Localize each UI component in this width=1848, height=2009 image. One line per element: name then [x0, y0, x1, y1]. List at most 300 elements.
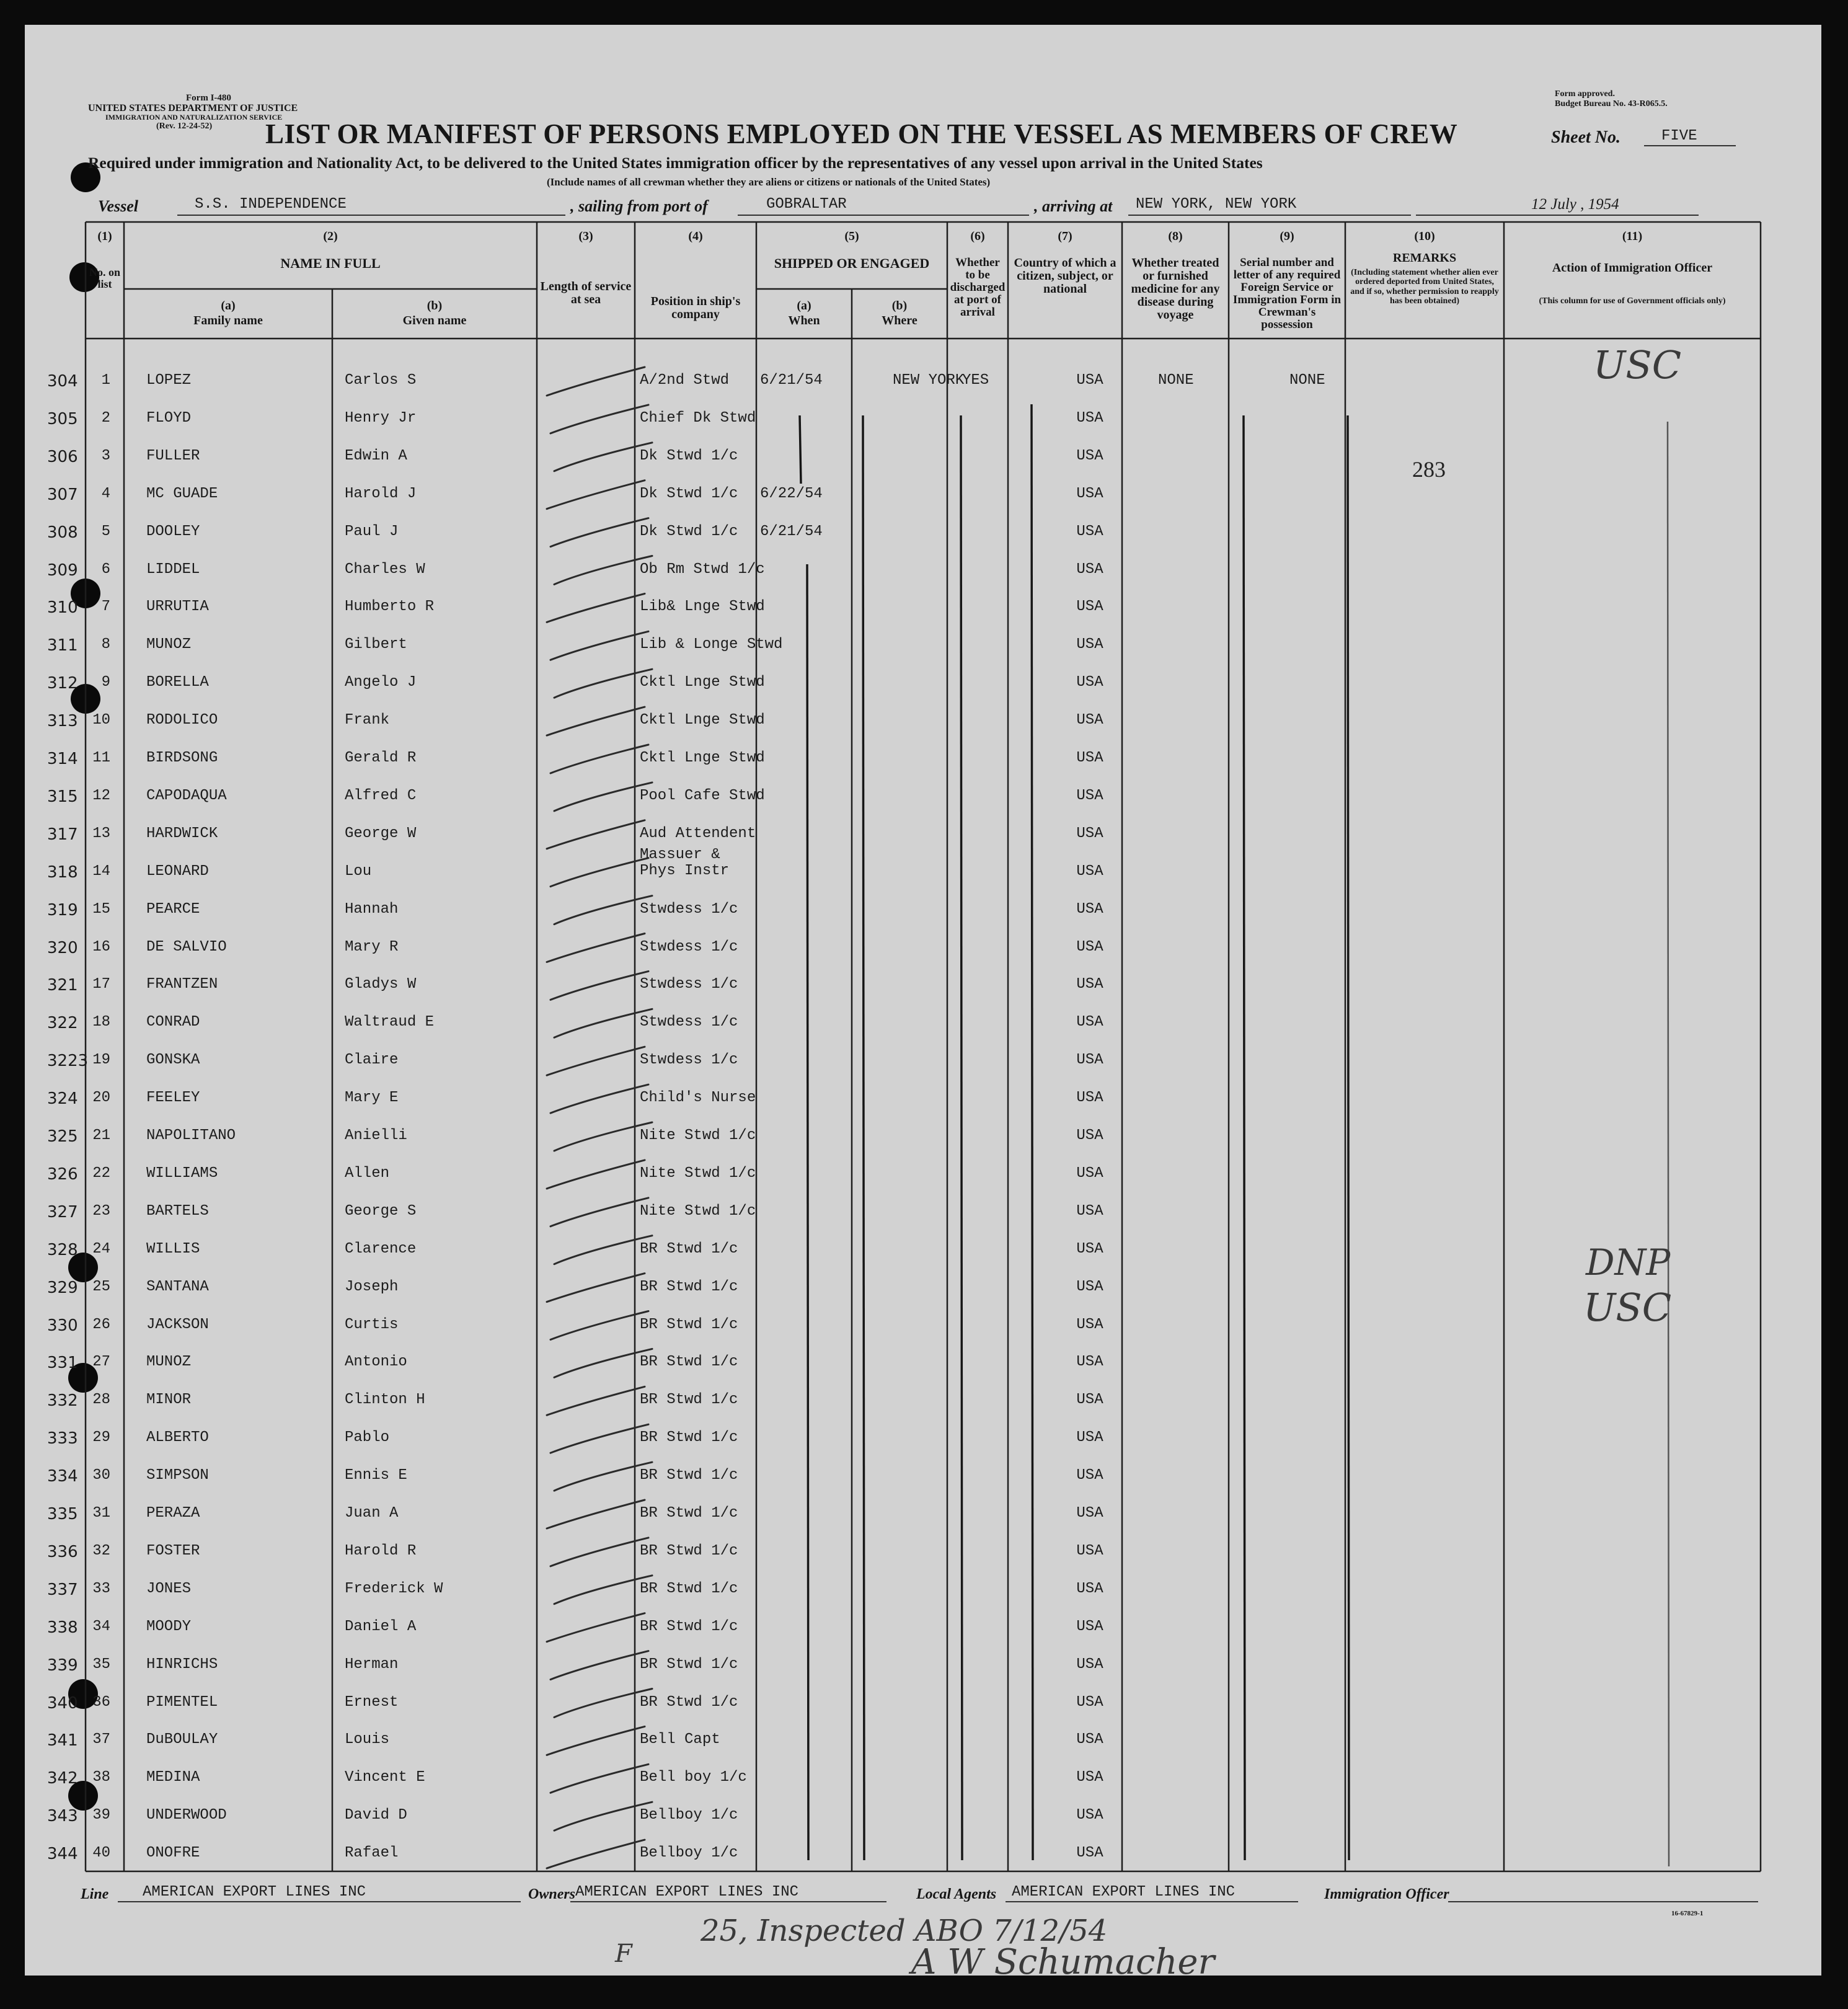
sailing-label: , sailing from port of: [570, 197, 708, 215]
row-serial: 340: [47, 1693, 78, 1713]
country: USA: [1076, 447, 1103, 464]
given-name: Allen: [345, 1164, 390, 1182]
shipped-when: 6/22/54: [760, 485, 823, 502]
column-c2-b-num: (b): [427, 299, 443, 313]
given-name: Gerald R: [345, 750, 417, 766]
row-number: 9: [101, 674, 110, 691]
given-name: George S: [345, 1202, 417, 1220]
column-c7-number: (7): [1058, 229, 1072, 243]
country: USA: [1076, 863, 1103, 880]
row-serial: 343: [47, 1807, 78, 1826]
row-serial: 304: [47, 372, 78, 391]
country: USA: [1076, 1580, 1103, 1597]
given-name: Louis: [345, 1731, 390, 1749]
position: Nite Stwd 1/c: [640, 1202, 756, 1220]
row-number: 31: [92, 1505, 110, 1522]
row-number: 10: [92, 712, 110, 729]
row-number: 36: [92, 1693, 110, 1711]
given-name: Humberto R: [345, 598, 435, 616]
action-usc-1: USC: [1593, 342, 1682, 388]
officer-label: Immigration Officer: [1324, 1886, 1449, 1902]
position: BR Stwd 1/c: [640, 1693, 738, 1711]
service-tick-mark: [554, 783, 652, 811]
family-name: HINRICHS: [146, 1656, 218, 1673]
row-number: 6: [101, 561, 110, 578]
given-name: Frederick W: [345, 1580, 443, 1597]
shipped-when: 6/21/54: [760, 372, 823, 389]
column-c9-number: (9): [1280, 229, 1294, 243]
column-c5-a-num: (a): [797, 299, 811, 313]
serial-form: NONE: [1289, 372, 1325, 389]
row-number: 17: [92, 976, 110, 993]
position: Chief Dk Stwd: [640, 409, 756, 427]
family-name: SIMPSON: [146, 1467, 209, 1484]
given-name: Curtis: [345, 1316, 399, 1333]
row-number: 23: [92, 1202, 110, 1220]
country: USA: [1076, 1164, 1103, 1182]
ditto-line: [807, 564, 808, 1860]
country: USA: [1076, 636, 1103, 654]
inspection-note: 25, Inspected ABO 7/12/54: [701, 1914, 1108, 1948]
column-c10-note: (Including statement whether alien ever ordered deported from United States, and if so, whether permission to reapply has been obtained): [1350, 268, 1499, 306]
row-serial: 315: [47, 787, 78, 806]
family-name: DOOLEY: [146, 523, 200, 540]
service-tick-mark: [547, 820, 645, 849]
position: Bell Capt: [640, 1731, 720, 1749]
country: USA: [1076, 409, 1103, 427]
column-c2-b-label: Given name: [402, 314, 467, 327]
family-name: FEELEY: [146, 1089, 200, 1107]
service-tick-mark: [547, 707, 645, 735]
column-c1-number: (1): [97, 229, 112, 243]
position: Bellboy 1/c: [640, 1807, 738, 1824]
country: USA: [1076, 523, 1103, 540]
column-c5-num: (5): [844, 229, 859, 243]
country: USA: [1076, 1014, 1103, 1031]
column-c11-number: (11): [1622, 229, 1643, 243]
family-name: CONRAD: [146, 1014, 200, 1031]
row-serial: 341: [47, 1731, 78, 1750]
position: A/2nd Stwd: [640, 372, 730, 389]
position: Pool Cafe Stwd: [640, 787, 765, 804]
form-number: Form I-480: [186, 93, 231, 103]
position: Cktl Lnge Stwd: [640, 674, 765, 691]
position: BR Stwd 1/c: [640, 1354, 738, 1371]
discharge: YES: [962, 372, 989, 389]
country: USA: [1076, 938, 1103, 956]
column-c2-a-label: Family name: [193, 314, 263, 327]
row-number: 27: [92, 1354, 110, 1371]
sailing-value: GOBRALTAR: [766, 196, 847, 213]
column-c5-a-label: When: [788, 314, 820, 327]
position: BR Stwd 1/c: [640, 1542, 738, 1559]
print-code: 16-67829-1: [1671, 1910, 1704, 1917]
family-name: MOODY: [146, 1618, 192, 1635]
row-serial: 337: [47, 1580, 78, 1599]
given-name: Edwin A: [345, 447, 407, 464]
row-number: 40: [92, 1845, 110, 1862]
position: BR Stwd 1/c: [640, 1240, 738, 1257]
service-tick-mark: [554, 669, 652, 698]
position: Stwdess 1/c: [640, 1052, 738, 1069]
ditto-line: [1244, 415, 1245, 1860]
given-name: Rafael: [345, 1845, 399, 1862]
owners-value: AMERICAN EXPORT LINES INC: [575, 1884, 799, 1900]
country: USA: [1076, 1052, 1103, 1069]
row-serial: 307: [47, 485, 78, 504]
family-name: WILLIAMS: [146, 1164, 218, 1182]
column-c11-note: (This column for use of Government officials only): [1539, 296, 1726, 306]
service-tick-mark: [550, 1311, 648, 1340]
revision: (Rev. 12-24-52): [156, 122, 213, 131]
service-tick-mark: [550, 631, 648, 660]
row-number: 33: [92, 1580, 110, 1597]
position: Stwdess 1/c: [640, 1014, 738, 1031]
service-tick-mark: [554, 1349, 652, 1377]
given-name: Charles W: [345, 561, 425, 578]
family-name: PEARCE: [146, 900, 200, 918]
row-number: 4: [101, 485, 110, 502]
row-serial: 327: [47, 1202, 78, 1222]
row-serial: 313: [47, 712, 78, 731]
service-tick-mark: [547, 367, 645, 396]
sheet-value: FIVE: [1661, 128, 1697, 144]
service-tick-mark: [547, 481, 645, 509]
family-name: WILLIS: [146, 1240, 200, 1257]
position: BR Stwd 1/c: [640, 1391, 738, 1409]
officer-signature: A W Schumacher: [911, 1942, 1215, 1976]
column-c10-number: (10): [1414, 229, 1435, 243]
position: Child's Nurse: [640, 1089, 756, 1107]
ditto-line: [1668, 422, 1669, 1866]
given-name: Harold R: [345, 1542, 417, 1559]
vessel-value: S.S. INDEPENDENCE: [195, 196, 347, 213]
position: Dk Stwd 1/c: [640, 447, 738, 464]
country: USA: [1076, 1278, 1103, 1295]
row-number: 1: [101, 372, 110, 389]
row-number: 7: [101, 598, 110, 616]
page-subtitle: Required under immigration and Nationality Act, to be delivered to the United States immigration officer by the representatives of any vessel upon arrival in the United States: [88, 154, 1263, 172]
row-number: 8: [101, 636, 110, 654]
service-tick-mark: [550, 518, 648, 547]
country: USA: [1076, 900, 1103, 918]
country: USA: [1076, 561, 1103, 578]
family-name: MEDINA: [146, 1769, 200, 1786]
row-serial: 320: [47, 938, 78, 957]
sheet-label: Sheet No.: [1551, 128, 1620, 147]
row-serial: 311: [47, 636, 78, 655]
row-serial: 314: [47, 750, 78, 768]
service-tick-mark: [550, 1424, 648, 1453]
country: USA: [1076, 1202, 1103, 1220]
country: USA: [1076, 1467, 1103, 1484]
row-number: 21: [92, 1127, 110, 1144]
arriving-label: , arriving at: [1034, 197, 1113, 215]
position: BR Stwd 1/c: [640, 1429, 738, 1447]
service-tick-mark: [547, 1047, 645, 1075]
row-number: 24: [92, 1240, 110, 1257]
column-c2-a-num: (a): [221, 299, 236, 313]
service-tick-mark: [550, 1651, 648, 1680]
row-number: 22: [92, 1164, 110, 1182]
column-c5-label: SHIPPED OR ENGAGED: [774, 255, 930, 271]
family-name: LEONARD: [146, 863, 209, 880]
page-subnote: (Include names of all crewman whether they are aliens or citizens or nationals of the United States): [547, 176, 991, 188]
given-name: Gladys W: [345, 976, 417, 993]
row-number: 28: [92, 1391, 110, 1409]
position: BR Stwd 1/c: [640, 1316, 738, 1333]
position: BR Stwd 1/c: [640, 1467, 738, 1484]
agents-label: Local Agents: [916, 1886, 997, 1902]
family-name: ONOFRE: [146, 1845, 200, 1862]
position: Lib& Lnge Stwd: [640, 598, 765, 616]
column-c4-label: Position in ship's company: [650, 295, 741, 321]
column-c1-label: No. on list: [89, 266, 120, 290]
country: USA: [1076, 1807, 1103, 1824]
service-tick-mark: [550, 1084, 648, 1113]
country: USA: [1076, 485, 1103, 502]
shipped-where: NEW YORK: [893, 372, 965, 389]
given-name: Ennis E: [345, 1467, 407, 1484]
country: USA: [1076, 1316, 1103, 1333]
given-name: Claire: [345, 1052, 399, 1069]
column-c2-num: (2): [323, 229, 338, 243]
position: Ob Rm Stwd 1/c: [640, 561, 765, 578]
row-number: 29: [92, 1429, 110, 1447]
country: USA: [1076, 1693, 1103, 1711]
row-serial: 325: [47, 1127, 78, 1146]
family-name: URRUTIA: [146, 598, 209, 616]
given-name: Alfred C: [345, 787, 417, 804]
family-name: MUNOZ: [146, 636, 192, 654]
service-tick-mark: [547, 1726, 645, 1755]
service-tick-mark: [547, 934, 645, 962]
given-name: Vincent E: [345, 1769, 425, 1786]
given-name: Clinton H: [345, 1391, 425, 1409]
row-serial: 328: [47, 1240, 78, 1259]
position: BR Stwd 1/c: [640, 1278, 738, 1295]
column-c3-label: Length of service at sea: [540, 280, 632, 306]
action-usc-2: USC: [1583, 1285, 1672, 1330]
given-name: Carlos S: [345, 372, 417, 389]
service-tick-mark: [547, 593, 645, 622]
country: USA: [1076, 674, 1103, 691]
country: USA: [1076, 1542, 1103, 1559]
row-serial: 336: [47, 1542, 78, 1561]
service-tick-mark: [554, 1122, 652, 1151]
family-name: PERAZA: [146, 1505, 200, 1522]
family-name: FOSTER: [146, 1542, 200, 1559]
row-serial: 317: [47, 825, 78, 844]
position: Aud Attendent: [640, 825, 756, 842]
row-number: 30: [92, 1467, 110, 1484]
service-tick-mark: [554, 1236, 652, 1264]
row-serial: 310: [47, 598, 78, 618]
row-serial: 321: [47, 976, 78, 995]
service-tick-mark: [547, 1160, 645, 1189]
row-serial: 322: [47, 1014, 78, 1033]
row-serial: 309: [47, 561, 78, 580]
country: USA: [1076, 372, 1103, 389]
row-serial: 338: [47, 1618, 78, 1637]
position: Dk Stwd 1/c: [640, 523, 738, 540]
family-name: RODOLICO: [146, 712, 218, 729]
country: USA: [1076, 1656, 1103, 1673]
column-c6-label: Whether to be discharged at port of arrival: [950, 256, 1006, 319]
row-number: 37: [92, 1731, 110, 1749]
service-tick-mark: [547, 1274, 645, 1302]
service-tick-mark: [547, 1386, 645, 1415]
country: USA: [1076, 1354, 1103, 1371]
given-name: Hannah: [345, 900, 399, 918]
country: USA: [1076, 825, 1103, 842]
arriving-value: NEW YORK, NEW YORK: [1136, 196, 1297, 213]
family-name: MINOR: [146, 1391, 192, 1409]
row-number: 32: [92, 1542, 110, 1559]
country: USA: [1076, 1618, 1103, 1635]
country: USA: [1076, 598, 1103, 616]
page-title: LIST OR MANIFEST OF PERSONS EMPLOYED ON THE VESSEL AS MEMBERS OF CREW: [265, 118, 1458, 149]
line-label: Line: [81, 1886, 109, 1902]
row-serial: 332: [47, 1391, 78, 1411]
row-serial: 333: [47, 1429, 78, 1448]
service-tick-mark: [554, 443, 652, 471]
family-name: DE SALVIO: [146, 938, 227, 956]
column-c9-label: Serial number and letter of any required Foreign Service or Immigration Form in Crewman's possession: [1232, 256, 1342, 331]
country: USA: [1076, 1127, 1103, 1144]
country: USA: [1076, 1505, 1103, 1522]
family-name: LIDDEL: [146, 561, 200, 578]
family-name: LOPEZ: [146, 372, 192, 389]
row-number: 35: [92, 1656, 110, 1673]
service-tick-mark: [554, 1802, 652, 1830]
family-name: FRANTZEN: [146, 976, 218, 993]
service-tick-mark: [550, 1538, 648, 1566]
position: Dk Stwd 1/c: [640, 485, 738, 502]
column-c3-number: (3): [578, 229, 593, 243]
position: Stwdess 1/c: [640, 938, 738, 956]
family-name: JONES: [146, 1580, 192, 1597]
service-tick-mark: [554, 556, 652, 585]
row-serial: 306: [47, 447, 78, 466]
country: USA: [1076, 1089, 1103, 1107]
family-name: GONSKA: [146, 1052, 200, 1069]
family-name: NAPOLITANO: [146, 1127, 236, 1144]
row-serial: 324: [47, 1089, 78, 1109]
column-c2-label: NAME IN FULL: [280, 255, 381, 271]
country: USA: [1076, 1731, 1103, 1749]
given-name: David D: [345, 1807, 407, 1824]
country: USA: [1076, 1391, 1103, 1409]
column-c8-number: (8): [1168, 229, 1183, 243]
service-tick-mark: [547, 1840, 645, 1868]
column-c4-number: (4): [688, 229, 703, 243]
column-c8-label: Whether treated or furnished medicine for any disease during voyage: [1131, 256, 1220, 322]
column-c11-label: Action of Immigration Officer: [1552, 261, 1713, 275]
service-tick-mark: [554, 1576, 652, 1604]
position: BR Stwd 1/c: [640, 1580, 738, 1597]
family-name: MC GUADE: [146, 485, 218, 502]
country: USA: [1076, 787, 1103, 804]
country: USA: [1076, 976, 1103, 993]
column-c7-label: Country of which a citizen, subject, or national: [1014, 256, 1116, 296]
family-name: UNDERWOOD: [146, 1807, 227, 1824]
given-name: George W: [345, 825, 417, 842]
family-name: BORELLA: [146, 674, 209, 691]
position: Nite Stwd 1/c: [640, 1164, 756, 1182]
row-serial: 305: [47, 409, 78, 428]
family-name: CAPODAQUA: [146, 787, 227, 804]
budget-bureau: Budget Bureau No. 43-R065.5.: [1555, 99, 1668, 109]
service-tick-mark: [550, 971, 648, 1000]
given-name: Lou: [345, 863, 372, 880]
line-value: AMERICAN EXPORT LINES INC: [143, 1884, 366, 1900]
row-number: 14: [92, 863, 110, 880]
row-serial: 326: [47, 1164, 78, 1184]
row-serial: 318: [47, 863, 78, 882]
position: Bellboy 1/c: [640, 1845, 738, 1862]
given-name: Mary R: [345, 938, 399, 956]
service-tick-mark: [554, 896, 652, 925]
ditto-line: [1032, 404, 1033, 1860]
row-number: 19: [92, 1052, 110, 1069]
position: Stwdess 1/c: [640, 900, 738, 918]
row-number: 20: [92, 1089, 110, 1107]
row-serial: 331: [47, 1354, 78, 1373]
position: BR Stwd 1/c: [640, 1618, 738, 1635]
row-number: 34: [92, 1618, 110, 1635]
service-tick-mark: [547, 1613, 645, 1642]
service-tick-mark: [550, 1198, 648, 1226]
row-number: 13: [92, 825, 110, 842]
service-tick-mark: [550, 1764, 648, 1793]
family-name: MUNOZ: [146, 1354, 192, 1371]
vessel-label: Vessel: [98, 197, 138, 215]
family-name: FULLER: [146, 447, 200, 464]
family-name: DuBOULAY: [146, 1731, 218, 1749]
position: Bell boy 1/c: [640, 1769, 747, 1786]
row-number: 5: [101, 523, 110, 540]
given-name: Pablo: [345, 1429, 390, 1447]
service-tick-mark: [554, 1009, 652, 1037]
position: Cktl Lnge Stwd: [640, 750, 765, 766]
row-number: 16: [92, 938, 110, 956]
row-number: 3: [101, 447, 110, 464]
row-number: 12: [92, 787, 110, 804]
row-serial: 342: [47, 1769, 78, 1788]
shipped-when: 6/21/54: [760, 523, 823, 540]
given-name: Harold J: [345, 485, 417, 502]
family-name: FLOYD: [146, 409, 192, 427]
column-c5-b-num: (b): [891, 299, 908, 313]
given-name: Juan A: [345, 1505, 399, 1522]
given-name: Henry Jr: [345, 409, 417, 427]
row-serial: 319: [47, 900, 78, 920]
given-name: Frank: [345, 712, 390, 729]
given-name: Daniel A: [345, 1618, 417, 1635]
owners-label: Owners: [528, 1886, 576, 1902]
given-name: Paul J: [345, 523, 399, 540]
position: Cktl Lnge Stwd: [640, 712, 765, 729]
country: USA: [1076, 712, 1103, 729]
given-name: Mary E: [345, 1089, 399, 1107]
row-number: 25: [92, 1278, 110, 1295]
country: USA: [1076, 1240, 1103, 1257]
date-value: 12 July , 1954: [1531, 196, 1619, 213]
ditto-line: [1348, 415, 1349, 1860]
country: USA: [1076, 1769, 1103, 1786]
row-number: 15: [92, 900, 110, 918]
